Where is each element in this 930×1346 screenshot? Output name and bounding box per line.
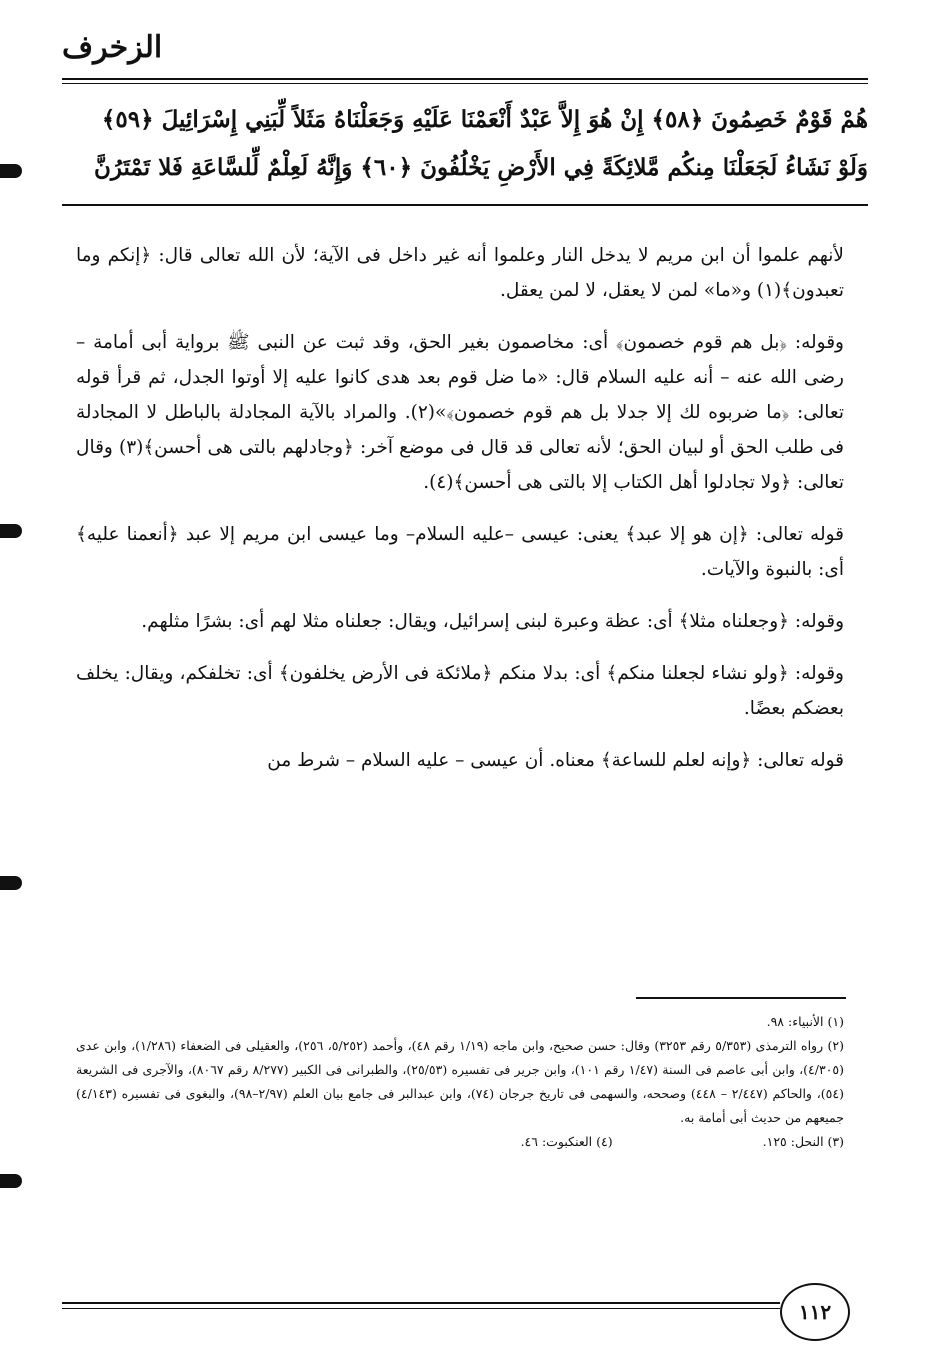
commentary-paragraph-3: قوله تعالى: ﴿إن هو إلا عبد﴾ يعنى: عيسى –عليه السلام– وما عيسى ابن مريم إلا عبد ﴿أنعمنا عليه﴾ أى: بالنبوة والآيات. xyxy=(76,524,844,580)
commentary-paragraph-2: وقوله: ﴿بل هم قوم خصمون﴾ أى: مخاصمون بغير الحق، وقد ثبت عن النبى ﷺ برواية أبى أمامة – رضى الله عنه – أنه عليه السلام قال: «ما ضل قوم بعد هدى كانوا عليه إلا أوتوا الجدل، ثم قرأ قوله تعالى: ﴿ما ضربوه لك إلا جدلا بل هم قوم خصمون﴾»(٢). والمراد بالآية المجادلة بالباطل لا المجادلة فى طلب الحق أو لبيان الحق؛ لأنه تعالى قد قال فى موضع آخر: ﴿وجادلهم بالتى هى أحسن﴾(٣) وقال تعالى: ﴿ولا تجادلوا أهل الكتاب إلا بالتى هى أحسن﴾(٤). xyxy=(76,332,844,493)
commentary-paragraph-1: لأنهم علموا أن ابن مريم لا يدخل النار وعلموا أنه غير داخل فى الآية؛ لأن الله تعالى قال: ﴿إنكم وما تعبدون﴾(١) و«ما» لمن لا يعقل، لا لمن يعقل. xyxy=(76,245,844,301)
header-rule-top xyxy=(62,78,868,80)
page-number: ١١٢ xyxy=(798,1300,832,1324)
commentary-paragraph-5: وقوله: ﴿ولو نشاء لجعلنا منكم﴾ أى: بدلا منكم ﴿ملائكة فى الأرض يخلفون﴾ أى: تخلفكم، ويقال: يخلف بعضكم بعضًا. xyxy=(76,663,844,719)
commentary-paragraph-6: قوله تعالى: ﴿وإنه لعلم للساعة﴾ معناه. أن عيسى – عليه السلام – شرط من xyxy=(267,750,844,771)
footnote-row-3-4 xyxy=(76,1130,844,1154)
margin-mark-1 xyxy=(0,164,22,178)
footer-rule-bottom xyxy=(62,1308,780,1309)
commentary-paragraph-4: وقوله: ﴿وجعلناه مثلا﴾ أى: عظة وعبرة لبنى إسرائيل، ويقال: جعلناه مثلا لهم أى: بشرًا مثلهم. xyxy=(141,611,844,632)
footnotes xyxy=(76,1010,844,1154)
verses-rule xyxy=(62,204,868,206)
footnote-3: (٣) النحل: ١٢٥. xyxy=(762,1134,844,1149)
footnote-4: (٤) العنكبوت: ٤٦. xyxy=(520,1134,613,1149)
footnote-separator xyxy=(636,997,846,999)
footer-rule-top xyxy=(62,1302,780,1304)
surah-title: الزخرف xyxy=(62,30,163,65)
verse-line-1: هُمْ قَوْمٌ خَصِمُونَ ﴿٥٨﴾ إِنْ هُوَ إِلاَّ عَبْدٌ أَنْعَمْنَا عَلَيْهِ وَجَعَلْنَاهُ مَثَلاً لِّبَنِي إِسْرَائِيلَ ﴿٥٩﴾ xyxy=(101,106,868,133)
commentary-text xyxy=(76,238,844,795)
header-rule-bottom xyxy=(62,83,868,84)
margin-mark-3 xyxy=(0,876,22,890)
margin-mark-2 xyxy=(0,524,22,538)
verse-line-2: وَلَوْ نَشَاءُ لَجَعَلْنَا مِنكُم مَّلائِكَةً فِي الأَرْضِ يَخْلُفُونَ ﴿٦٠﴾ وَإِنَّهُ لَعِلْمٌ لِّلسَّاعَةِ فَلا تَمْتَرُنَّ xyxy=(93,154,868,181)
quran-verses xyxy=(62,96,868,192)
margin-mark-4 xyxy=(0,1174,22,1188)
page-number-badge xyxy=(780,1283,850,1341)
footnote-2: (٢) رواه الترمذى (٥/٣٥٣ رقم ٣٢٥٣) وقال: حسن صحيح، وابن ماجه (١/١٩ رقم ٤٨)، وأحمد (٥/٢٥٢، ٢٥٦)، والعقيلى فى الضعفاء (١/٢٨٦)، وابن عدى (٤/٣٠٥)، وابن أبى عاصم فى السنة (١/٤٧ رقم ١٠١)، وابن جرير فى تفسيره (٢٥/٥٣)، والطبرانى فى الكبير (٨/٢٧٧ رقم ٨٠٦٧)، والآجرى فى الشريعة (٥٤)، والحاكم (٢/٤٤٧ – ٤٤٨) وصححه، والسهمى فى تاريخ جرجان (٧٤)، وابن عبدالبر فى جامع بيان العلم (٢/٩٧–٩٨)، والبغوى فى تفسيره (٤/١٤٣) جميعهم من حديث أبى أمامة به. xyxy=(76,1038,845,1125)
footnote-1: (١) الأنبياء: ٩٨. xyxy=(766,1014,844,1029)
